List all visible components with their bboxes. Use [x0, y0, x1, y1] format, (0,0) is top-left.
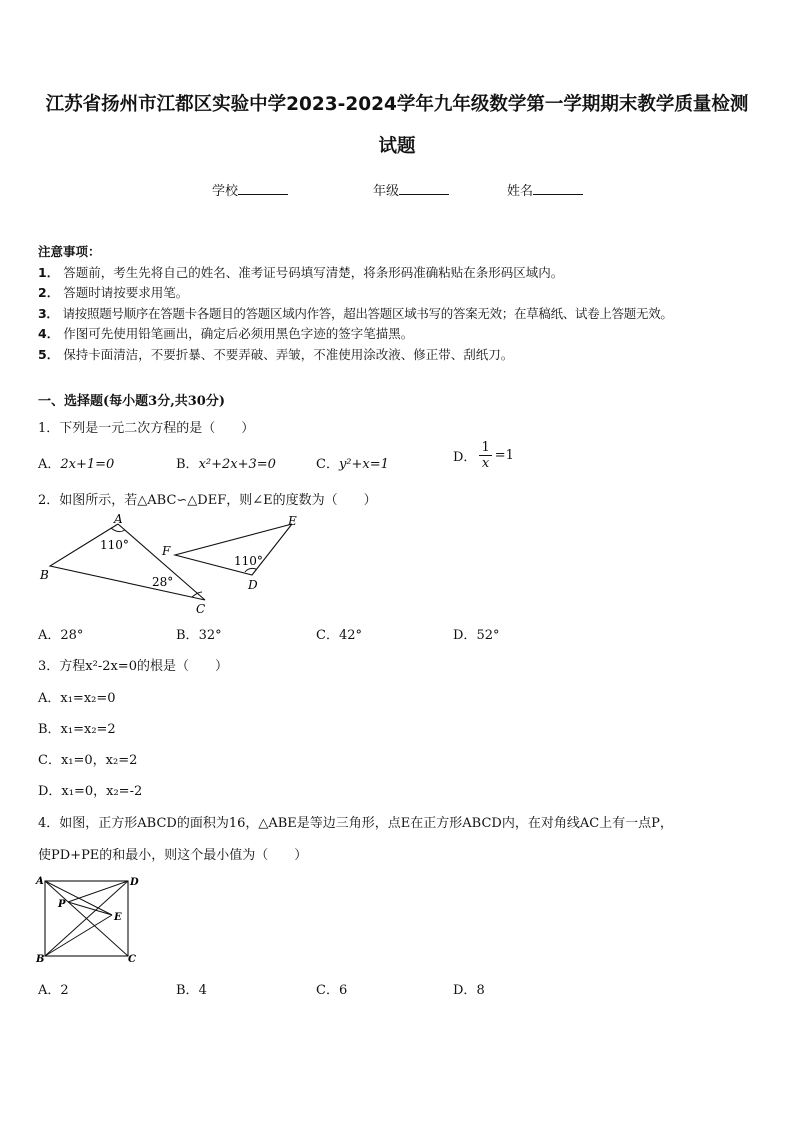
triangle-abc — [50, 524, 205, 600]
q2-stem: 2．如图所示，若△ABC∽△DEF，则∠E的度数为（ ） — [38, 493, 377, 508]
q4-square-figure — [34, 872, 146, 964]
label-e: E — [114, 912, 122, 923]
q1-option-b: B．x²+2x+3=0 — [176, 457, 276, 472]
notes-section — [38, 242, 768, 365]
q2-option-a: A．28° — [38, 628, 84, 643]
q4-option-c: C．6 — [316, 983, 348, 998]
label-d: D — [248, 578, 258, 592]
school-blank — [238, 182, 288, 195]
q4-stem-line-2: 使PD+PE的和最小，则这个最小值为（ ） — [38, 848, 308, 863]
grade-label: 年级 — [373, 184, 400, 199]
q2-option-b: B．32° — [176, 628, 222, 643]
label-c: C — [128, 954, 136, 964]
q3-option-a: A．x₁=x₂=0 — [38, 691, 116, 706]
q2-triangles-figure — [30, 508, 330, 620]
q2-option-d: D．52° — [453, 628, 500, 643]
paper-title — [30, 84, 764, 168]
q3-option-c: C．x₁=0，x₂=2 — [38, 753, 138, 768]
q3-option-d: D．x₁=0，x₂=-2 — [38, 784, 143, 799]
grade-field — [373, 180, 449, 199]
segment-be — [45, 915, 112, 956]
school-label: 学校 — [212, 184, 239, 199]
segment-pd — [68, 881, 128, 902]
q1-option-a: A．2x+1=0 — [38, 457, 115, 472]
note-item: 1． 答题前，考生先将自己的姓名、准考证号码填写清楚，将条形码准确粘贴在条形码区域内。 — [38, 264, 564, 280]
q4-stem-line-1: 4．如图，正方形ABCD的面积为16，△ABE是等边三角形，点E在正方形ABCD内，在对角线AC上有一点P， — [38, 816, 673, 831]
name-label: 姓名 — [507, 184, 534, 199]
q3-option-b: B．x₁=x₂=2 — [38, 722, 116, 737]
angle-label-d: 110° — [234, 554, 263, 568]
notes-heading: 注意事项： — [38, 244, 101, 259]
q1-option-c: C．y²+x=1 — [316, 457, 389, 472]
q4-option-b: B．4 — [176, 983, 207, 998]
fraction: $\frac{1}{x}$ — [481, 440, 490, 471]
label-b: B — [40, 568, 49, 582]
title-line-2: 试题 — [378, 136, 416, 157]
label-b: B — [36, 954, 45, 964]
q4-option-d: D．8 — [453, 983, 485, 998]
q1-stem: 1．下列是一元二次方程的是（ ） — [38, 421, 255, 436]
label-a: A — [114, 512, 123, 526]
note-item: 2． 答题时请按要求用笔。 — [38, 285, 189, 300]
section-heading: 一、选择题(每小题3分,共30分) — [38, 394, 225, 409]
note-item: 5． 保持卡面清洁，不要折暴、不要弄破、弄皱，不准使用涂改液、修正带、刮纸刀。 — [38, 346, 514, 362]
name-field — [507, 180, 583, 199]
q3-stem: 3．方程x²-2x=0的根是（ ） — [38, 659, 228, 674]
label-a: A — [36, 876, 44, 887]
grade-blank — [399, 182, 449, 195]
school-field — [212, 180, 288, 199]
label-p: P — [58, 899, 66, 910]
label-d: D — [130, 877, 139, 888]
q2-option-c: C．42° — [316, 628, 362, 643]
name-blank — [533, 182, 583, 195]
note-item: 3． 请按照题号顺序在答题卡各题目的答题区域内作答，超出答题区域书写的答案无效；在草稿纸、试卷上答题无效。 — [38, 305, 673, 321]
label-c: C — [196, 602, 206, 616]
label-e: E — [288, 514, 297, 528]
angle-label-c: 28° — [152, 575, 174, 589]
note-item: 4． 作图可先使用铅笔画出，确定后必须用黑色字迹的签字笔描黑。 — [38, 326, 414, 341]
title-line-1: 江苏省扬州市江都区实验中学2023-2024学年九年级数学第一学期期末教学质量检测 — [45, 94, 749, 115]
q1-option-d: D． $\frac{1}{x}$ =1 — [453, 440, 514, 471]
angle-label-a: 110° — [100, 538, 129, 552]
q4-option-a: A．2 — [38, 983, 69, 998]
label-f: F — [162, 544, 171, 558]
